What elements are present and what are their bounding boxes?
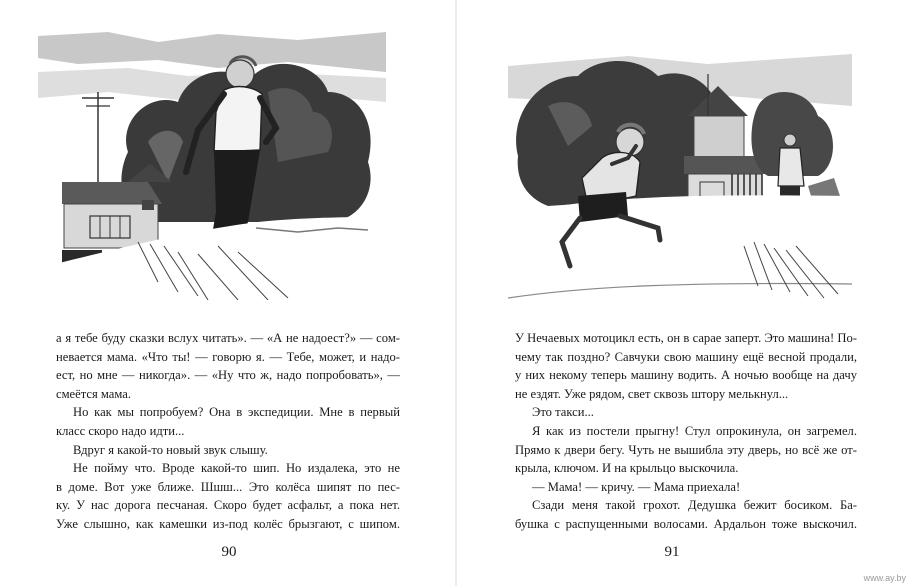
text-line: невается мама. «Что ты! — говорю я. — Тебе, может, и надо- — [56, 349, 400, 364]
paragraph — [515, 422, 857, 478]
left-page-text — [56, 329, 400, 534]
paragraph — [56, 329, 400, 403]
text-line: Прямо к двери бегу. Чуть не вышибла эту дверь, но всё же от- — [515, 442, 857, 457]
paragraph — [515, 329, 857, 403]
text-line: смеётся мама. — [56, 386, 132, 401]
text-line: Но как мы попробуем? Она в экспедиции. Мне в первый — [73, 405, 400, 420]
paragraph — [515, 496, 857, 533]
paragraph — [515, 478, 857, 497]
text-line: чему так поздно? Савчуки свою машину ещё весной продали, — [515, 349, 857, 364]
text-line: класс скоро надо идти... — [56, 423, 185, 438]
text-line: Уже слышно, как камешки из-под колёс брызгают, с шипом. — [56, 516, 400, 531]
text-line: Не пойму что. Вроде какой-то шип. Но издалека, это не — [73, 461, 400, 476]
text-line: Я как из постели прыгну! Стул опрокинула, он загремел. — [532, 423, 857, 438]
page-number: 90 — [221, 544, 237, 560]
text-line: ест, но мне — никогда». — «Ну что ж, надо попробовать», — — [56, 368, 400, 383]
text-line: крыла, ключом. И на крыльцо выскочила. — [515, 461, 739, 476]
text-line: а я тебе буду сказки вслух читать». — «А не надоест?» — сом- — [56, 331, 400, 345]
page-number: 91 — [664, 544, 680, 560]
watermark: www.ay.by — [863, 573, 906, 583]
right-page — [456, 0, 912, 586]
text-line: ку. У нас дорога песчаная. Скоро будет асфальт, а пока нет. — [56, 498, 400, 513]
text-line: У Нечаевых мотоцикл есть, он в сарае заперт. Это машина! По- — [515, 331, 857, 345]
paragraph — [56, 459, 400, 533]
text-line: Сзади меня такой грохот. Дедушка бежит босиком. Ба- — [532, 498, 857, 513]
left-illustration — [38, 32, 386, 300]
text-line: Это такси... — [532, 405, 594, 420]
running-man-illustration — [38, 32, 386, 300]
text-line: не ездят. Уже рядом, свет сквозь штору мелькнул... — [515, 386, 789, 401]
paragraph — [56, 403, 400, 440]
right-page-text — [515, 329, 857, 534]
text-line: бушка с распущенными волосами. Ардальон тоже выскочил. — [515, 516, 857, 531]
crying-child-illustration — [508, 46, 852, 304]
text-line: — Мама! — кричу. — Мама приехала! — [532, 479, 741, 494]
text-line: в доме. Вот уже ближе. Шшш... Это колёса шипят по пес- — [56, 479, 400, 494]
paragraph — [515, 403, 857, 422]
right-illustration — [508, 46, 852, 304]
text-line: у них некому теперь машину водить. А ночью вообще на дачу — [515, 368, 857, 383]
paragraph — [56, 441, 400, 460]
text-line: Вдруг я какой-то новый звук слышу. — [73, 442, 268, 457]
